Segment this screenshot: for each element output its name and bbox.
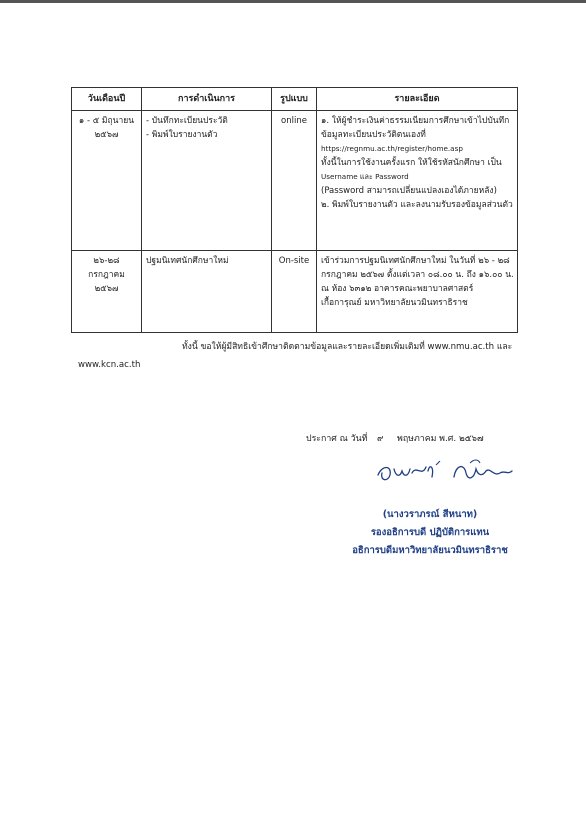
row1-detail-7: ๒. พิมพ์ใบรายงานตัว และลงนามรับรองข้อมูลส่วนตัว bbox=[321, 200, 513, 210]
announcement-prefix: ประกาศ ณ วันที่ bbox=[306, 434, 368, 444]
row1-type: online bbox=[272, 111, 317, 251]
row2-detail-4: เกื้อการุณย์ มหาวิทยาลัยนวมินทราธิราช bbox=[321, 298, 468, 308]
row2-action-1: ปฐมนิเทศนักศึกษาใหม่ bbox=[146, 256, 229, 266]
row1-action-2: - พิมพ์ใบรายงานตัว bbox=[146, 130, 218, 140]
row1-detail-5: Username และ Password bbox=[321, 172, 409, 181]
row1-action-1: - บันทึกทะเบียนประวัติ bbox=[146, 116, 228, 126]
table-row bbox=[72, 111, 518, 251]
announcement-month-year: พฤษภาคม พ.ศ. ๒๕๖๗ bbox=[397, 434, 484, 444]
row2-type: On-site bbox=[272, 251, 317, 333]
top-border-bar bbox=[0, 0, 586, 3]
row1-detail-2: ข้อมูลทะเบียนประวัติตนเองที่ bbox=[321, 130, 426, 140]
row1-date-cell bbox=[72, 111, 142, 251]
row2-detail-1: เข้าร่วมการปฐมนิเทศนักศึกษาใหม่ ในวันที่ ๒๖ - ๒๘ bbox=[321, 256, 510, 266]
signatory-name: (นางวราภรณ์ สีหนาท) bbox=[382, 509, 478, 520]
row1-detail-4: ทั้งนี้ในการใช้งานครั้งแรก ให้ใช้รหัสนักศึกษา เป็น bbox=[321, 158, 502, 168]
paragraph-line-1: ทั้งนี้ ขอให้ผู้มีสิทธิเข้าศึกษาติดตามข้อมูลและรายละเอียดเพิ่มเติมที่ www.nmu.ac.th และ bbox=[182, 342, 513, 352]
row1-year: ๒๕๖๗ bbox=[94, 130, 119, 140]
row1-detail-1: ๑. ให้ผู้ชำระเงินค่าธรรมเนียมการศึกษาเข้าไปบันทึก bbox=[321, 116, 510, 126]
header-details: รายละเอียด bbox=[317, 88, 518, 111]
handwritten-signature bbox=[374, 455, 514, 487]
header-type: รูปแบบ bbox=[272, 88, 317, 111]
signatory-position-1: รองอธิการบดี ปฏิบัติการแทน bbox=[370, 527, 490, 538]
row2-date: ๒๖-๒๘ กรกฎาคม bbox=[88, 256, 125, 280]
row2-year: ๒๕๖๗ bbox=[94, 284, 119, 294]
row2-detail-3: ณ ห้อง ๖๓๑๒ อาคารคณะพยาบาลศาสตร์ bbox=[321, 284, 474, 294]
announcement-date bbox=[306, 431, 484, 445]
row1-detail-cell bbox=[317, 111, 518, 251]
paragraph-line-2: www.kcn.ac.th bbox=[78, 360, 141, 370]
schedule-table bbox=[71, 87, 518, 333]
row2-date-cell bbox=[72, 251, 142, 333]
row1-action-cell bbox=[142, 111, 272, 251]
row1-detail-6: (Password สามารถเปลี่ยนแปลงเองได้ภายหลัง) bbox=[321, 186, 497, 196]
table-header-row bbox=[72, 88, 518, 111]
row2-action-cell bbox=[142, 251, 272, 333]
header-action: การดำเนินการ bbox=[142, 88, 272, 111]
announcement-day: ๙ bbox=[376, 434, 384, 444]
header-date: วันเดือนปี bbox=[72, 88, 142, 111]
table-row bbox=[72, 251, 518, 333]
row2-detail-2: กรกฎาคม ๒๕๖๗ ตั้งแต่เวลา ๐๘.๐๐ น. ถึง ๑๖.๐๐ น. bbox=[321, 270, 514, 280]
info-paragraph bbox=[78, 338, 538, 374]
row1-date: ๑ - ๕ มิถุนายน bbox=[78, 116, 135, 126]
signatory-position-2: อธิการบดีมหาวิทยาลัยนวมินทราธิราช bbox=[352, 545, 508, 556]
row2-detail-cell bbox=[317, 251, 518, 333]
signatory-block bbox=[320, 506, 540, 560]
row1-detail-url: https://regnmu.ac.th/register/home.asp bbox=[321, 144, 463, 153]
